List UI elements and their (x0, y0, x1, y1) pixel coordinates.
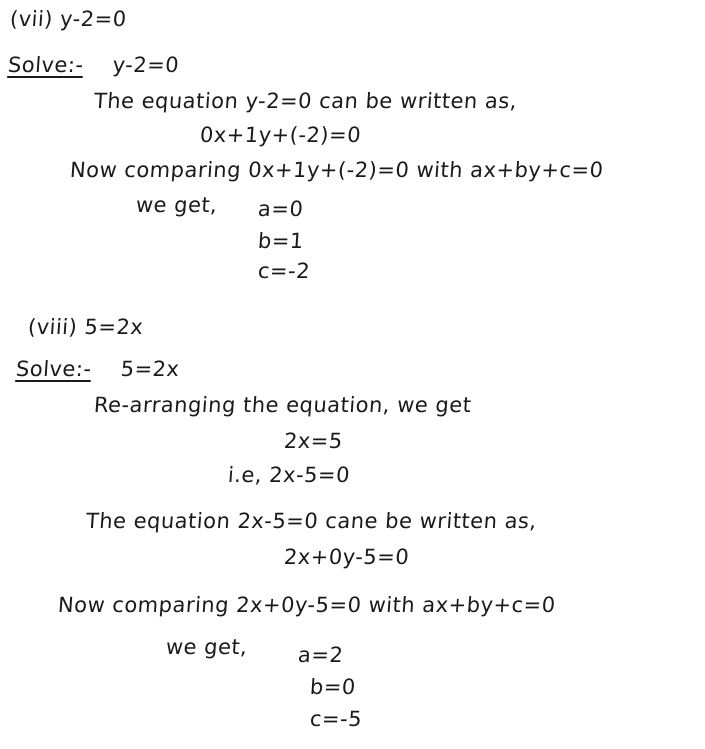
part-viii-solve-label: Solve:- (15, 357, 93, 381)
part-viii-we-get: we get, (165, 635, 249, 659)
part-vii-coefficient-b: b=1 (257, 229, 305, 253)
part-viii-line-2: 2x=5 (283, 429, 344, 453)
part-vii-line-1: The equation y-2=0 can be written as, (93, 89, 518, 113)
part-vii-coefficient-a: a=0 (257, 197, 305, 221)
part-vii-line-2: 0x+1y+(-2)=0 (199, 123, 362, 147)
part-viii-line-6: Now comparing 2x+0y-5=0 with ax+by+c=0 (57, 593, 557, 617)
part-viii-coefficient-a: a=2 (297, 643, 345, 667)
part-viii-line-5: 2x+0y-5=0 (283, 545, 411, 569)
part-vii-solve-expression: y-2=0 (111, 53, 181, 77)
part-viii-heading: (viii) 5=2x (27, 315, 145, 339)
part-vii-we-get: we get, (135, 193, 219, 217)
part-vii-coefficient-c: c=-2 (257, 259, 311, 283)
part-vii-heading: (vii) y-2=0 (9, 7, 128, 31)
part-viii-line-3: i.e, 2x-5=0 (227, 463, 351, 487)
part-viii-coefficient-c: c=-5 (309, 707, 363, 731)
part-viii-line-4: The equation 2x-5=0 cane be written as, (85, 509, 538, 533)
part-viii-solve-expression: 5=2x (119, 357, 181, 381)
part-vii-solve-label: Solve:- (7, 53, 85, 77)
part-viii-line-1: Re-arranging the equation, we get (93, 393, 473, 417)
part-viii-coefficient-b: b=0 (309, 675, 357, 699)
part-vii-solve-row (7, 52, 180, 78)
part-viii-solve-row (15, 356, 180, 382)
part-vii-line-3: Now comparing 0x+1y+(-2)=0 with ax+by+c=0 (69, 158, 605, 182)
